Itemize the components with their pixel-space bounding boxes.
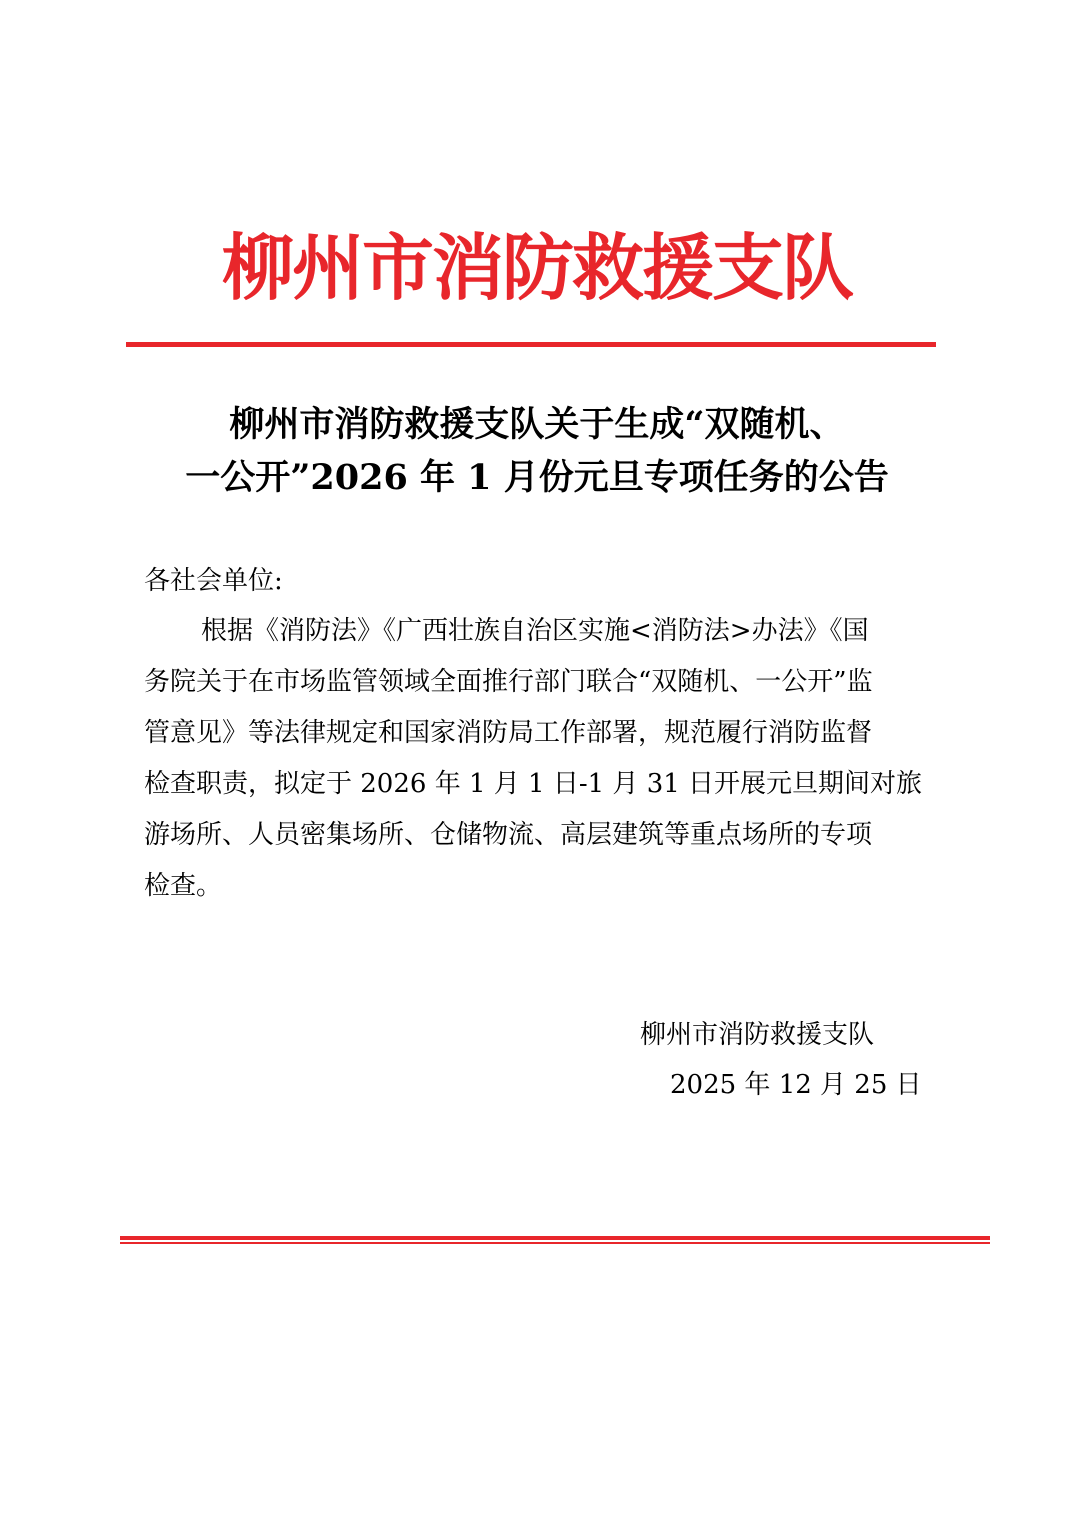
body-line-2: 务院关于在市场监管领域全面推行部门联合“双随机、一公开”监 — [144, 667, 873, 697]
footer-red-rule-thick — [120, 1236, 990, 1240]
signature-date: 2025 年 12 月 25 日 — [670, 1070, 922, 1100]
masthead-org-name: 柳州市消防救援支队 — [221, 226, 852, 310]
body-line-6: 检查。 — [144, 871, 223, 901]
body-line-4: 检查职责，拟定于 2026 年 1 月 1 日-1 月 31 日开展元旦期间对旅 — [144, 769, 923, 799]
body-line-3: 管意见》等法律规定和国家消防局工作部署，规范履行消防监督 — [144, 718, 873, 748]
document-title — [140, 398, 934, 504]
body-line-5: 游场所、人员密集场所、仓储物流、高层建筑等重点场所的专项 — [144, 820, 873, 850]
body-line-1: 根据《消防法》《广西壮族自治区实施<消防法>办法》《国 — [201, 616, 869, 646]
signature-org: 柳州市消防救援支队 — [640, 1020, 875, 1050]
masthead-red-rule — [126, 342, 936, 347]
title-line-1: 柳州市消防救援支队关于生成“双随机、 — [229, 404, 845, 445]
title-line-2: 一公开”2026 年 1 月份元旦专项任务的公告 — [185, 457, 889, 498]
salutation: 各社会单位: — [144, 566, 283, 596]
body-paragraph — [144, 606, 944, 912]
footer-red-rule-thin — [120, 1242, 990, 1244]
